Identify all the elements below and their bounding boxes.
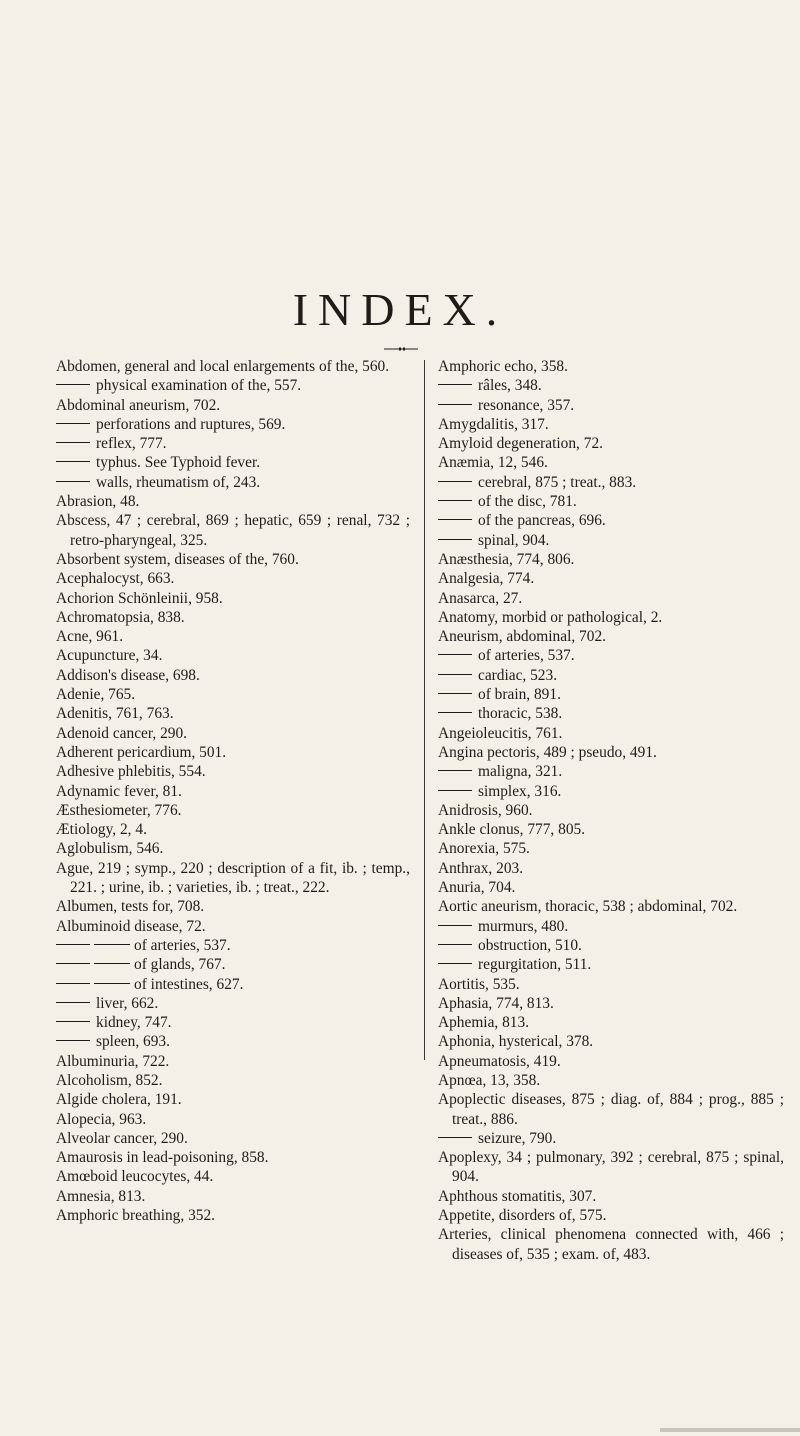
index-entry-text: Apoplectic diseases, 875 ; diag. of, 884 ; prog., 885 ; treat., 886. — [438, 1091, 784, 1128]
index-entry-text: Apoplexy, 34 ; pulmonary, 392 ; cerebral, 875 ; spinal, 904. — [438, 1149, 784, 1186]
index-entry — [438, 666, 784, 685]
index-entry-text: Aphonia, hysterical, 378. — [438, 1033, 594, 1051]
index-entry — [56, 1110, 410, 1129]
ditto-dash — [56, 963, 90, 964]
ditto-dash — [438, 384, 472, 385]
index-entry-text: of intestines, 627. — [134, 975, 244, 993]
index-entry — [56, 975, 410, 994]
ditto-dash — [438, 925, 472, 926]
index-entry — [56, 1071, 410, 1090]
index-entry — [438, 396, 784, 415]
index-entry-text: of the disc, 781. — [478, 493, 577, 511]
index-entry — [56, 859, 410, 898]
index-entry — [56, 550, 410, 569]
index-entry-text: Anasarca, 27. — [438, 589, 523, 607]
index-entry — [56, 782, 410, 801]
index-entry-text: Alcoholism, 852. — [56, 1071, 163, 1089]
index-entry — [438, 1052, 784, 1071]
ditto-dash — [94, 963, 130, 964]
index-entry — [56, 801, 410, 820]
ditto-dash — [56, 384, 90, 385]
index-column-right — [438, 357, 784, 1264]
ditto-dash — [56, 1040, 90, 1041]
ditto-dash — [56, 423, 90, 424]
index-entry — [438, 994, 784, 1013]
index-entry-text: liver, 662. — [96, 994, 159, 1012]
index-entry-text: Angeioleucitis, 761. — [438, 724, 563, 742]
index-entry-text: thoracic, 538. — [478, 705, 563, 723]
index-entry — [438, 839, 784, 858]
index-entry — [438, 743, 784, 762]
index-entry-text: Adenoid cancer, 290. — [56, 724, 188, 742]
ditto-dash — [438, 770, 472, 771]
index-entry-text: Albuminoid disease, 72. — [56, 917, 206, 935]
index-entry-text: cerebral, 875 ; treat., 883. — [478, 473, 637, 491]
index-entry-text: Albuminuria, 722. — [56, 1052, 170, 1070]
index-entry-text: Amygdalitis, 317. — [438, 415, 549, 433]
index-entry-text: Alveolar cancer, 290. — [56, 1129, 188, 1147]
index-entry-text: Achorion Schönleinii, 958. — [56, 589, 223, 607]
index-entry-text: Appetite, disorders of, 575. — [438, 1207, 607, 1225]
index-entry-text: Aortitis, 535. — [438, 975, 520, 993]
index-entry — [56, 589, 410, 608]
index-entry — [56, 762, 410, 781]
index-entry-text: Amyloid degeneration, 72. — [438, 435, 603, 453]
ditto-dash — [438, 500, 472, 501]
ditto-dash — [56, 1021, 90, 1022]
index-entry — [56, 1148, 410, 1167]
ditto-dash — [438, 539, 472, 540]
index-entry-text: perforations and ruptures, 569. — [96, 415, 286, 433]
index-entry-text: Anorexia, 575. — [438, 840, 530, 858]
index-entry-text: Ankle clonus, 777, 805. — [438, 821, 586, 839]
index-entry — [56, 1129, 410, 1148]
index-entry — [438, 569, 784, 588]
index-entry — [56, 1013, 410, 1032]
index-entry — [438, 627, 784, 646]
index-entry — [438, 820, 784, 839]
index-entry-text: Amphoric breathing, 352. — [56, 1207, 216, 1225]
index-entry — [438, 1187, 784, 1206]
index-entry — [56, 492, 410, 511]
index-entry-text: râles, 348. — [478, 377, 542, 395]
index-entry — [438, 878, 784, 897]
index-entry — [438, 955, 784, 974]
index-entry-text: murmurs, 480. — [478, 917, 569, 935]
ditto-dash — [438, 1137, 472, 1138]
index-entry-text: Abrasion, 48. — [56, 493, 140, 511]
page-title: INDEX. — [292, 284, 508, 335]
index-entry — [56, 666, 410, 685]
ditto-dash — [56, 983, 90, 984]
column-divider — [424, 360, 425, 1060]
index-entry-text: typhus. See Typhoid fever. — [96, 454, 261, 472]
index-entry-text: resonance, 357. — [478, 396, 575, 414]
ditto-dash — [94, 983, 130, 984]
index-entry-text: Abscess, 47 ; cerebral, 869 ; hepatic, 659 ; renal, 732 ; retro-pharyngeal, 325. — [56, 512, 410, 549]
index-entry — [56, 917, 410, 936]
ditto-dash — [56, 442, 90, 443]
index-entry — [56, 434, 410, 453]
index-entry — [56, 376, 410, 395]
ditto-dash — [438, 674, 472, 675]
index-entry — [56, 839, 410, 858]
index-entry-text: Adherent pericardium, 501. — [56, 743, 227, 761]
index-entry — [56, 897, 410, 916]
index-entry — [438, 685, 784, 704]
index-entry-text: Adenitis, 761, 763. — [56, 705, 174, 723]
index-entry — [438, 975, 784, 994]
index-entry — [56, 1032, 410, 1051]
index-entry-text: Aneurism, abdominal, 702. — [438, 628, 606, 646]
index-entry — [438, 1148, 784, 1187]
index-entry-text: Amphoric echo, 358. — [438, 358, 568, 375]
index-entry-text: Achromatopsia, 838. — [56, 608, 185, 626]
index-entry-text: Anatomy, morbid or pathological, 2. — [438, 608, 663, 626]
title-ornament — [384, 346, 418, 352]
index-entry — [56, 511, 410, 550]
index-entry-text: Amnesia, 813. — [56, 1187, 146, 1205]
index-entry-text: Adynamic fever, 81. — [56, 782, 182, 800]
index-entry — [438, 1013, 784, 1032]
index-entry — [438, 917, 784, 936]
index-entry-text: reflex, 777. — [96, 435, 167, 453]
ditto-dash — [438, 654, 472, 655]
ditto-dash — [94, 944, 130, 945]
index-entry — [438, 550, 784, 569]
index-entry — [438, 646, 784, 665]
index-entry — [438, 531, 784, 550]
index-entry-text: of the pancreas, 696. — [478, 512, 606, 530]
index-entry-text: Adhesive phlebitis, 554. — [56, 763, 206, 781]
index-column-left — [56, 357, 410, 1225]
index-entry-text: of brain, 891. — [478, 686, 561, 704]
index-entry-text: Anæsthesia, 774, 806. — [438, 550, 575, 568]
index-entry — [438, 357, 784, 376]
index-entry-text: Adenie, 765. — [56, 686, 136, 704]
index-entry-text: Aglobulism, 546. — [56, 840, 164, 858]
index-entry — [438, 782, 784, 801]
ditto-dash — [438, 481, 472, 482]
ditto-dash — [438, 790, 472, 791]
index-entry-text: maligna, 321. — [478, 763, 563, 781]
index-entry — [56, 994, 410, 1013]
index-entry-text: Ague, 219 ; symp., 220 ; description of a fit, ib. ; temp., 221. ; urine, ib. ; varieties, ib. ; treat., 222. — [56, 859, 410, 897]
index-entry — [438, 897, 784, 916]
index-entry — [56, 1206, 410, 1225]
index-entry-text: Aortic aneurism, thoracic, 538 ; abdominal, 702. — [438, 898, 738, 916]
index-entry-text: Apnœa, 13, 358. — [438, 1071, 541, 1089]
index-entry — [438, 762, 784, 781]
index-entry-text: Alopecia, 963. — [56, 1110, 147, 1128]
index-entry — [56, 1167, 410, 1186]
index-entry — [438, 1206, 784, 1225]
index-entry — [438, 1071, 784, 1090]
index-entry-text: Arteries, clinical phenomena connected with, 466 ; diseases of, 535 ; exam. of, 483. — [438, 1226, 784, 1263]
index-entry — [438, 1129, 784, 1148]
index-entry-text: seizure, 790. — [478, 1129, 557, 1147]
index-entry-text: physical examination of the, 557. — [96, 377, 302, 395]
index-entry — [438, 434, 784, 453]
ditto-dash — [438, 693, 472, 694]
index-entry — [56, 415, 410, 434]
index-entry-text: Amaurosis in lead-poisoning, 858. — [56, 1149, 269, 1167]
index-entry — [56, 704, 410, 723]
index-entry — [438, 492, 784, 511]
index-entry — [56, 1187, 410, 1206]
index-entry — [56, 743, 410, 762]
index-entry-text: Anæmia, 12, 546. — [438, 454, 548, 472]
index-entry-text: Aphthous stomatitis, 307. — [438, 1187, 597, 1205]
index-entry — [438, 608, 784, 627]
index-entry-text: Addison's disease, 698. — [56, 666, 200, 684]
index-entry-text: of glands, 767. — [134, 956, 226, 974]
ditto-dash — [56, 1002, 90, 1003]
index-entry-text: Acne, 961. — [56, 628, 124, 646]
index-entry — [438, 376, 784, 395]
index-entry — [438, 589, 784, 608]
index-entry — [56, 685, 410, 704]
index-entry-text: Æsthesiometer, 776. — [56, 801, 182, 819]
index-entry-text: spinal, 904. — [478, 531, 550, 549]
index-entry — [438, 511, 784, 530]
index-entry-text: Ætiology, 2, 4. — [56, 821, 147, 839]
index-entry — [438, 415, 784, 434]
index-entry — [438, 473, 784, 492]
ditto-dash — [56, 461, 90, 462]
ditto-dash — [56, 481, 90, 482]
index-entry-text: spleen, 693. — [96, 1033, 170, 1051]
index-entry-text: Absorbent system, diseases of the, 760. — [56, 550, 299, 568]
index-entry-text: obstruction, 510. — [478, 936, 582, 954]
index-entry-text: walls, rheumatism of, 243. — [96, 473, 261, 491]
index-entry-text: kidney, 747. — [96, 1014, 172, 1032]
index-entry — [56, 473, 410, 492]
index-entry-text: of arteries, 537. — [134, 936, 231, 954]
index-entry-text: Aphemia, 813. — [438, 1014, 530, 1032]
ditto-dash — [438, 944, 472, 945]
ditto-dash — [438, 519, 472, 520]
index-entry-text: Anidrosis, 960. — [438, 801, 533, 819]
index-entry — [438, 1225, 784, 1264]
index-entry — [438, 1032, 784, 1051]
ditto-dash — [438, 712, 472, 713]
index-entry — [438, 724, 784, 743]
index-entry — [438, 1090, 784, 1129]
index-entry-text: Angina pectoris, 489 ; pseudo, 491. — [438, 743, 657, 761]
index-entry — [438, 704, 784, 723]
index-entry-text: simplex, 316. — [478, 782, 562, 800]
index-entry-text: of arteries, 537. — [478, 647, 575, 665]
index-entry — [56, 820, 410, 839]
index-entry — [438, 801, 784, 820]
index-entry — [56, 569, 410, 588]
index-entry — [56, 608, 410, 627]
index-entry-text: Acephalocyst, 663. — [56, 570, 175, 588]
index-entry — [56, 396, 410, 415]
index-entry — [56, 627, 410, 646]
ditto-dash — [56, 944, 90, 945]
index-entry — [56, 1090, 410, 1109]
index-entry-text: Abdomen, general and local enlargements of the, 560. — [56, 358, 390, 375]
ditto-dash — [438, 404, 472, 405]
index-entry — [438, 936, 784, 955]
index-entry — [438, 859, 784, 878]
index-entry — [56, 1052, 410, 1071]
index-entry-text: cardiac, 523. — [478, 666, 558, 684]
index-entry-text: Amœboid leucocytes, 44. — [56, 1168, 214, 1186]
ditto-dash — [438, 963, 472, 964]
page-edge-mark — [660, 1428, 800, 1432]
index-entry-text: Anuria, 704. — [438, 879, 516, 897]
index-entry-text: Aphasia, 774, 813. — [438, 994, 554, 1012]
index-entry-text: Algide cholera, 191. — [56, 1091, 182, 1109]
index-entry-text: regurgitation, 511. — [478, 956, 592, 974]
index-entry — [56, 936, 410, 955]
index-entry — [56, 724, 410, 743]
index-entry — [56, 357, 410, 376]
index-entry — [56, 453, 410, 472]
index-entry — [56, 955, 410, 974]
index-entry-text: Acupuncture, 34. — [56, 647, 163, 665]
index-entry-text: Analgesia, 774. — [438, 570, 535, 588]
index-entry — [56, 646, 410, 665]
index-entry — [438, 453, 784, 472]
index-entry-text: Albumen, tests for, 708. — [56, 898, 205, 916]
index-entry-text: Apneumatosis, 419. — [438, 1052, 561, 1070]
index-entry-text: Abdominal aneurism, 702. — [56, 396, 221, 414]
index-entry-text: Anthrax, 203. — [438, 859, 524, 877]
